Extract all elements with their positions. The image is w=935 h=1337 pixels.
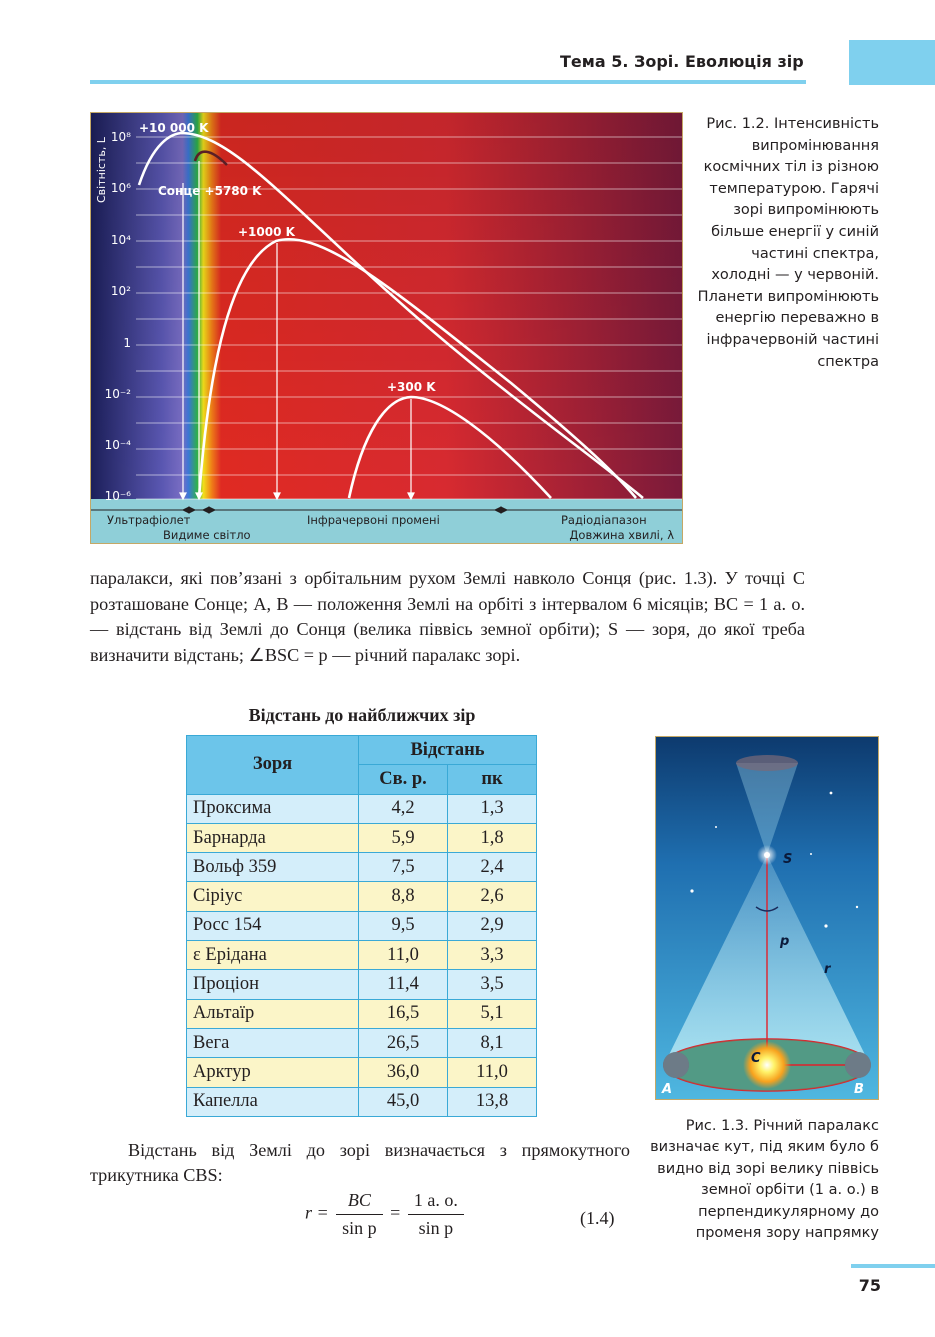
band-label-ir: Інфрачервоні промені (307, 513, 440, 527)
star-ly: 7,5 (359, 853, 448, 882)
star-ly: 8,8 (359, 882, 448, 911)
table-row (187, 823, 537, 852)
star-pc: 3,3 (448, 941, 537, 970)
table-row (187, 999, 537, 1028)
star-ly: 26,5 (359, 1028, 448, 1057)
page-number: 75 (858, 1276, 881, 1295)
y-tick: 10⁴ (110, 233, 131, 247)
table-row (187, 911, 537, 940)
star-ly: 4,2 (359, 794, 448, 823)
star-name: Сіріус (187, 882, 359, 911)
label-s: S (783, 852, 793, 867)
star-pc: 8,1 (448, 1028, 537, 1057)
star-name: Проціон (187, 970, 359, 999)
table-row (187, 970, 537, 999)
star-ly: 5,9 (359, 823, 448, 852)
star-name: Вольф 359 (187, 853, 359, 882)
star-name: Барнарда (187, 823, 359, 852)
y-axis-label: Світність, L (95, 137, 108, 203)
denominator-1: sin p (342, 1218, 377, 1238)
label-b: B (854, 1082, 864, 1097)
y-tick: 10⁻⁶ (104, 489, 131, 503)
star-pc: 2,4 (448, 853, 537, 882)
paragraph-2-text: Відстань від Землі до зорі визначається з прямокутного трикутника CBS: (90, 1140, 630, 1185)
star-name: Арктур (187, 1058, 359, 1087)
star-pc: 5,1 (448, 999, 537, 1028)
y-tick: 10⁶ (110, 181, 131, 195)
parallax-image (656, 737, 878, 1099)
table-row (187, 1087, 537, 1116)
band-label-radio: Радіодіапазон (561, 513, 647, 527)
star-ly: 9,5 (359, 911, 448, 940)
table-title: Відстань до найближчих зір (248, 705, 476, 725)
y-tick: 10⁻² (104, 387, 131, 401)
band-label-uv: Ультрафіолет (107, 513, 191, 527)
star-pc: 1,8 (448, 823, 537, 852)
star-name: ε Ерідана (187, 941, 359, 970)
table-row (187, 941, 537, 970)
star-name: Росс 154 (187, 911, 359, 940)
denominator-2: sin p (418, 1218, 454, 1238)
header-accent-block (849, 40, 935, 85)
figure-luminosity-spectrum (90, 112, 683, 544)
star-pc: 3,5 (448, 970, 537, 999)
header-distance: Відстань (359, 736, 537, 765)
header-pc: пк (448, 765, 537, 794)
paragraph-text: паралакси, які пов’язані з орбітальним рухом Землі навколо Сонця (рис. 1.3). У точці C розташоване Сонце; A, B — положення Землі на орбіті з інтервалом 6 місяців; BC = 1 а. о.— відстань від Землі до Сонця (велика піввісь земної орбіти); S — зоря, до якої треба визначити відстань; ∠BSC = p — річний паралакс зорі. (90, 568, 805, 665)
y-tick: 10⁻⁴ (104, 438, 131, 452)
nearest-stars-table (186, 735, 537, 1117)
fraction-2 (408, 1190, 464, 1239)
table-row (187, 794, 537, 823)
numerator-2: 1 а. о. (408, 1190, 464, 1215)
star-name: Альтаїр (187, 999, 359, 1028)
star-name: Вега (187, 1028, 359, 1057)
y-tick: 1 (123, 336, 131, 350)
label-a: A (662, 1082, 673, 1097)
fraction-1 (336, 1190, 383, 1239)
star-ly: 16,5 (359, 999, 448, 1028)
figure-annual-parallax (655, 736, 879, 1100)
formula-number: (1.4) (580, 1208, 615, 1228)
label-c: C (751, 1051, 761, 1066)
page-header-title: Тема 5. Зорі. Еволюція зір (560, 52, 804, 71)
figure-1-2-caption: Рис. 1.2. Інтенсивність випромінювання космічних тіл із різною температурою. Гарячі зорі випромінюють більше енергії у синій частині спектра, холодні — у червоній. Планети випромінюють енергію переважно в інфрачервоній частині спектра (697, 116, 879, 370)
curve-label: +300 K (387, 380, 436, 394)
body-paragraph-2 (90, 1138, 630, 1188)
table-row (187, 1028, 537, 1057)
header-ly: Св. р. (359, 765, 448, 794)
formula-equals: = (390, 1202, 401, 1223)
curve-label: +10 000 K (139, 121, 209, 135)
header-rule (90, 80, 806, 84)
star-pc: 13,8 (448, 1087, 537, 1116)
star-ly: 11,4 (359, 970, 448, 999)
star-pc: 1,3 (448, 794, 537, 823)
table-row (187, 882, 537, 911)
label-p: p (780, 934, 790, 949)
star-ly: 11,0 (359, 941, 448, 970)
formula-1-4 (305, 1190, 467, 1239)
star-name: Проксима (187, 794, 359, 823)
star-name: Капелла (187, 1087, 359, 1116)
band-label-visible: Видиме світло (163, 528, 251, 542)
numerator-1: BC (336, 1190, 383, 1215)
star-ly: 45,0 (359, 1087, 448, 1116)
star-pc: 2,6 (448, 882, 537, 911)
spectrum-image (91, 113, 682, 543)
star-ly: 36,0 (359, 1058, 448, 1087)
curve-label: Сонце +5780 K (158, 184, 262, 198)
star-pc: 11,0 (448, 1058, 537, 1087)
body-paragraph (90, 566, 805, 668)
formula-lhs: r = (305, 1202, 329, 1223)
label-r: r (824, 962, 831, 977)
curve-label: +1000 K (238, 225, 295, 239)
x-axis-label: Довжина хвилі, λ (569, 528, 674, 542)
table-row (187, 853, 537, 882)
header-star: Зоря (187, 736, 359, 795)
table-row (187, 1058, 537, 1087)
y-tick: 10² (110, 284, 131, 298)
figure-1-3-caption: Рис. 1.3. Річний паралакс визначає кут, під яким було б видно від зорі велику піввісь земної орбіти (1 а. о.) в перпендикулярному до променя зору напрямку (650, 1118, 879, 1242)
y-tick: 10⁸ (110, 130, 131, 144)
footer-rule (851, 1264, 935, 1268)
star-pc: 2,9 (448, 911, 537, 940)
